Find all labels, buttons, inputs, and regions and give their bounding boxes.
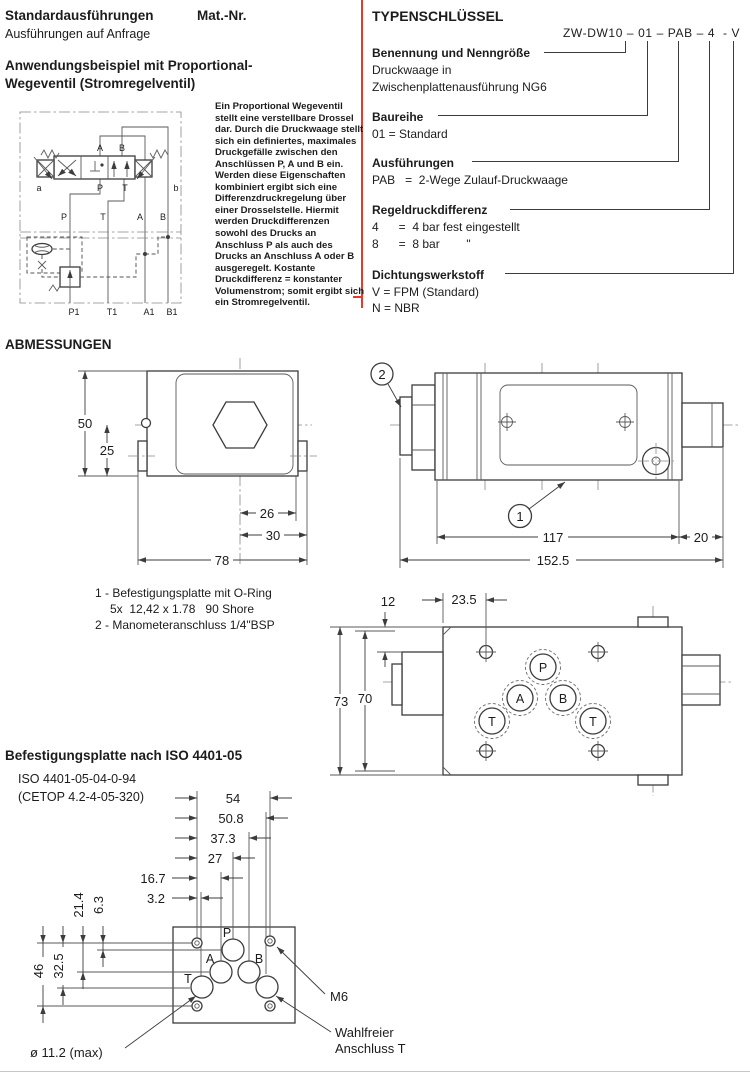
iso-code: ISO 4401-05-04-0-94 bbox=[18, 772, 137, 786]
plate-port-t-hole bbox=[191, 976, 213, 998]
hex-plug-right bbox=[682, 655, 720, 705]
typecode-connector-line bbox=[438, 115, 648, 116]
typecode-baureihe-line1: 01 = Standard bbox=[372, 127, 448, 141]
note-2: 5x 12,42 x 1.78 90 Shore bbox=[110, 602, 255, 616]
valve-port-t-label: T bbox=[122, 183, 128, 193]
spring-symbol-right bbox=[150, 150, 168, 158]
note-1: 1 - Befestigungsplatte mit O-Ring bbox=[95, 586, 272, 600]
mid-port-t-label: T bbox=[100, 212, 106, 222]
mid-port-p-label: P bbox=[60, 212, 68, 222]
balloon-1-label: 1 bbox=[516, 509, 524, 524]
typecode-connector-line bbox=[709, 41, 710, 210]
plate-port-t-label: T bbox=[184, 972, 192, 986]
pilot-junction-dot bbox=[166, 235, 170, 239]
dim-32mm-label: 3.2 bbox=[146, 891, 166, 906]
hydraulic-schematic-diagram bbox=[8, 98, 213, 328]
dim-78-label: 78 bbox=[214, 553, 230, 568]
port-t2-label: T bbox=[589, 715, 597, 729]
plate-port-a-label: A bbox=[205, 952, 215, 966]
page-bottom-edge bbox=[0, 1071, 750, 1072]
plate-port-p-label: P bbox=[222, 926, 232, 940]
dim-50-label: 50 bbox=[77, 416, 93, 431]
dim-214-label: 21.4 bbox=[71, 892, 86, 918]
end-cap-left bbox=[400, 397, 412, 455]
balloon-2-label: 2 bbox=[378, 367, 386, 382]
dim-152-label: 152.5 bbox=[536, 553, 570, 568]
dim-12-label: 12 bbox=[380, 594, 396, 609]
bottom-port-a1-label: A1 bbox=[143, 307, 155, 317]
typecode-connector-line bbox=[678, 41, 679, 162]
front-view-drawing bbox=[40, 353, 340, 588]
note-3: 2 - Manometeranschluss 1/4"BSP bbox=[95, 618, 275, 632]
typecode-connector-line bbox=[733, 41, 734, 274]
typecode-connector-line bbox=[544, 52, 625, 53]
bottom-port-t1-label: T1 bbox=[106, 307, 118, 317]
typecode-benennung-line2: Zwischenplattenausführung NG6 bbox=[372, 80, 547, 94]
dim-508-label: 50.8 bbox=[218, 811, 244, 826]
dim-167-label: 16.7 bbox=[140, 871, 166, 886]
example-title-line1: Anwendungsbeispiel mit Proportional- bbox=[5, 58, 253, 73]
bottom-port-p1-label: P1 bbox=[68, 307, 80, 317]
callout-hole-diameter-label: ø 11.2 (max) bbox=[30, 1045, 103, 1060]
callout-m6-label: M6 bbox=[330, 989, 349, 1004]
typecode-title: TYPENSCHLÜSSEL bbox=[372, 8, 504, 24]
typecode-regeldruck-line1: 4 = 4 bar fest eingestellt bbox=[372, 220, 520, 234]
dim-26-label: 26 bbox=[259, 506, 275, 521]
subtitle: Ausführungen auf Anfrage bbox=[5, 27, 151, 41]
mounting-plate-drawing bbox=[25, 785, 485, 1074]
typecode-connector-line bbox=[510, 209, 710, 210]
dim-117-label: 117 bbox=[542, 530, 564, 545]
page-title: Standardausführungen bbox=[5, 8, 154, 23]
dim-54-label: 54 bbox=[225, 791, 241, 806]
mid-port-b-label: B bbox=[159, 212, 167, 222]
callout-wahlfreier-line2: Anschluss T bbox=[335, 1041, 406, 1056]
mid-port-a-label: A bbox=[136, 212, 144, 222]
application-description: Ein Proportional Wegeventil stellt eine verstellbare Drossel dar. Durch die Druckwaage stellt sich ein definiertes, maximales Druckgefälle zwischen den Anschlüssen P, A und B ein. Werden diese Eigenschaften kombiniert ergibt sich eine Differenzdruckregelung über einer Drosselstelle. Hiermit werden Druckdifferenzen sowohl des Drucks an Anschluss P als auch des Drucks an Anschluss A oder B ausgeregelt. Kostante Druckdifferenz = konstanter Volumenstrom; somit ergibt sich ein Stromregelventil. bbox=[215, 101, 365, 309]
dim-73-label: 73 bbox=[333, 694, 349, 709]
typecode-heading-benennung: Benennung und Nenngröße bbox=[372, 46, 530, 60]
mat-nr-label: Mat.-Nr. bbox=[197, 8, 247, 23]
typecode-regeldruck-line2: 8 = 8 bar " bbox=[372, 237, 471, 251]
dim-325-label: 32.5 bbox=[51, 953, 66, 979]
typecode-heading-ausfuehrungen: Ausführungen bbox=[372, 156, 454, 170]
typecode-connector-line bbox=[625, 41, 626, 53]
port-a-label: A bbox=[515, 692, 525, 706]
schematic-boundary-box bbox=[20, 112, 181, 303]
dim-63-label: 6.3 bbox=[91, 895, 106, 915]
typecode-connector-line bbox=[505, 273, 734, 274]
plate-port-t2-hole bbox=[256, 976, 278, 998]
typecode-connector-line bbox=[647, 41, 648, 116]
valve-port-a-label: A bbox=[96, 143, 104, 153]
pilot-junction-dot bbox=[143, 252, 147, 256]
cetop-code: (CETOP 4.2-4-05-320) bbox=[18, 790, 144, 804]
side-view-drawing bbox=[362, 348, 750, 580]
port-p-label: P bbox=[538, 661, 548, 675]
spring-symbol-left bbox=[41, 150, 59, 158]
dim-373-label: 37.3 bbox=[210, 831, 236, 846]
dim-27-label: 27 bbox=[207, 851, 223, 866]
example-title-line2: Wegeventil (Stromregelventil) bbox=[5, 76, 196, 91]
valve-port-p-label: P bbox=[96, 183, 104, 193]
port-b-label: B bbox=[558, 692, 568, 706]
solenoid-a-label: a bbox=[36, 183, 42, 193]
tab-top-right bbox=[638, 617, 668, 627]
typecode-dichtung-line1: V = FPM (Standard) bbox=[372, 285, 480, 299]
typecode-dichtung-line2: N = NBR bbox=[372, 301, 420, 315]
port-t1-label: T bbox=[488, 715, 496, 729]
dim-46-label: 46 bbox=[31, 963, 46, 979]
dim-23-label: 23.5 bbox=[451, 592, 477, 607]
mounting-plate-heading: Befestigungsplatte nach ISO 4401-05 bbox=[5, 748, 243, 763]
top-view-drawing bbox=[325, 588, 750, 793]
dim-25-label: 25 bbox=[99, 443, 115, 458]
plug-right bbox=[682, 403, 723, 447]
dimensions-heading: ABMESSUNGEN bbox=[5, 337, 112, 352]
solenoid-b-label: b bbox=[173, 183, 179, 193]
dim-70-label: 70 bbox=[357, 691, 373, 706]
typecode-connector-line bbox=[472, 161, 679, 162]
compensator-spring-symbol bbox=[49, 285, 60, 291]
typecode-benennung-line1: Druckwaage in bbox=[372, 63, 452, 77]
hex-nut-left bbox=[412, 385, 435, 470]
end-cap-left bbox=[402, 652, 443, 715]
dim-30-label: 30 bbox=[265, 528, 281, 543]
typecode-heading-dichtung: Dichtungswerkstoff bbox=[372, 268, 485, 282]
tab-bottom-right bbox=[638, 775, 668, 785]
callout-wahlfreier-line1: Wahlfreier bbox=[335, 1025, 394, 1040]
plate-port-b-label: B bbox=[254, 952, 264, 966]
typecode-string: ZW-DW10 – 01 – PAB – 4 - V bbox=[563, 26, 741, 40]
dim-20-label: 20 bbox=[693, 530, 709, 545]
typecode-heading-baureihe: Baureihe bbox=[372, 110, 424, 124]
bottom-port-b1-label: B1 bbox=[166, 307, 178, 317]
typecode-heading-regeldruck: Regeldruckdifferenz bbox=[372, 203, 488, 217]
typecode-ausfuehrungen-line1: PAB = 2-Wege Zulauf-Druckwaage bbox=[372, 173, 568, 187]
valve-port-b-label: B bbox=[118, 143, 126, 153]
plate-port-p-hole bbox=[222, 939, 244, 961]
